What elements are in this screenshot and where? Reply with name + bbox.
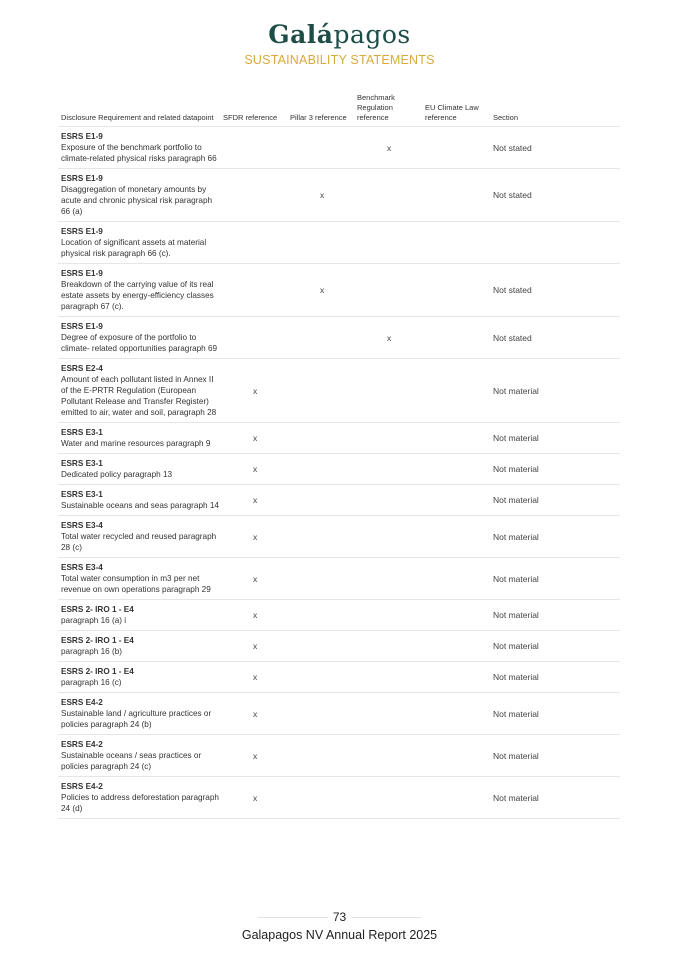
sfdr-mark: x xyxy=(253,433,258,443)
datapoint-text: Disaggregation of monetary amounts by acute and chronic physical risk paragraph 66 (a) xyxy=(61,185,213,216)
page-number: 73 xyxy=(332,910,347,924)
datapoint-text: Sustainable oceans and seas paragraph 14 xyxy=(61,501,219,510)
datapoint-cell xyxy=(58,666,221,688)
sfdr-mark: x xyxy=(253,385,258,396)
datapoint-text: Location of significant assets at material physical risk paragraph 66 (c). xyxy=(61,238,207,258)
table-row xyxy=(58,600,620,631)
benchmark-mark: x xyxy=(387,332,392,343)
datapoint-cell xyxy=(58,635,221,657)
datapoint-cell xyxy=(58,489,221,511)
datapoint-code: ESRS E1-9 xyxy=(61,174,103,183)
col-header-sfdr: SFDR reference xyxy=(223,113,278,122)
sfdr-mark: x xyxy=(253,573,258,584)
sfdr-mark: x xyxy=(253,464,258,474)
datapoint-code: ESRS E1-9 xyxy=(61,132,103,141)
datapoint-text: Policies to address deforestation paragraph 24 (d) xyxy=(61,793,219,813)
table-row xyxy=(58,631,620,662)
datapoint-text: Degree of exposure of the portfolio to climate- related opportunities paragraph 69 xyxy=(61,333,218,353)
datapoint-code: ESRS 2- IRO 1 - E4 xyxy=(61,667,134,676)
section-status: Not material xyxy=(493,641,539,651)
datapoint-cell xyxy=(58,458,221,480)
sfdr-mark: x xyxy=(253,750,258,761)
datapoint-cell xyxy=(58,363,221,418)
datapoint-code: ESRS E4-2 xyxy=(61,698,103,707)
datapoint-cell xyxy=(58,321,221,354)
datapoint-cell xyxy=(58,520,221,553)
sfdr-mark: x xyxy=(253,708,258,719)
datapoint-text: Total water recycled and reused paragraph 28 (c) xyxy=(61,532,217,552)
col-header-eu-climate: EU Climate Law reference xyxy=(425,103,479,122)
datapoint-text: Sustainable oceans / seas practices or policies paragraph 24 (c) xyxy=(61,751,202,771)
table-row xyxy=(58,359,620,423)
datapoint-text: Exposure of the benchmark portfolio to climate-related physical risks paragraph 66 xyxy=(61,143,217,163)
section-status: Not material xyxy=(493,573,539,584)
sfdr-mark: x xyxy=(253,531,258,542)
section-status: Not stated xyxy=(493,285,532,295)
table-body xyxy=(58,127,620,819)
table-row xyxy=(58,735,620,777)
datapoint-code: ESRS E3-1 xyxy=(61,459,103,468)
datapoint-cell xyxy=(58,739,221,772)
datapoint-text: paragraph 16 (c) xyxy=(61,678,122,687)
section-status: Not stated xyxy=(493,142,532,153)
datapoint-cell xyxy=(58,131,221,164)
datapoint-text: Breakdown of the carrying value of its real estate assets by energy-efficiency classes paragraph 67 (c). xyxy=(61,280,214,311)
table-header xyxy=(58,93,620,127)
datapoint-code: ESRS 2- IRO 1 - E4 xyxy=(61,605,134,614)
table-row xyxy=(58,169,620,222)
table-row xyxy=(58,693,620,735)
col-header-pillar3: Pillar 3 reference xyxy=(290,113,347,122)
benchmark-mark: x xyxy=(387,142,392,153)
table-row xyxy=(58,317,620,359)
table-row xyxy=(58,222,620,264)
datapoint-cell xyxy=(58,173,221,217)
pillar3-mark: x xyxy=(320,190,325,200)
datapoint-cell xyxy=(58,226,221,259)
col-header-benchmark: Benchmark Regulation reference xyxy=(357,93,395,122)
col-header-datapoint: Disclosure Requirement and related datapoint xyxy=(61,113,214,122)
datapoint-text: Water and marine resources paragraph 9 xyxy=(61,439,211,448)
table-row xyxy=(58,423,620,454)
section-status: Not material xyxy=(493,495,539,505)
datapoint-text: Total water consumption in m3 per net revenue on own operations paragraph 29 xyxy=(61,574,211,594)
sfdr-mark: x xyxy=(253,610,258,620)
section-status: Not material xyxy=(493,672,539,682)
datapoint-cell xyxy=(58,604,221,626)
sfdr-mark: x xyxy=(253,641,258,651)
datapoint-cell xyxy=(58,427,221,449)
datapoint-text: paragraph 16 (a) i xyxy=(61,616,127,625)
datapoint-text: Sustainable land / agriculture practices or policies paragraph 24 (b) xyxy=(61,709,212,729)
datapoint-cell xyxy=(58,562,221,595)
section-status: Not material xyxy=(493,610,539,620)
datapoint-cell xyxy=(58,268,221,312)
sfdr-mark: x xyxy=(253,792,258,803)
section-status: Not material xyxy=(493,531,539,542)
section-status: Not stated xyxy=(493,332,532,343)
datapoint-code: ESRS 2- IRO 1 - E4 xyxy=(61,636,134,645)
sfdr-mark: x xyxy=(253,672,258,682)
datapoint-cell xyxy=(58,697,221,730)
company-logo xyxy=(0,20,679,49)
logo-bold-text: Galá xyxy=(268,20,334,49)
datapoint-code: ESRS E1-9 xyxy=(61,227,103,236)
table-row xyxy=(58,516,620,558)
section-status: Not material xyxy=(493,708,539,719)
table-row xyxy=(58,662,620,693)
section-status: Not material xyxy=(493,385,539,396)
datapoint-code: ESRS E1-9 xyxy=(61,322,103,331)
report-title: Galapagos NV Annual Report 2025 xyxy=(241,928,438,942)
pillar3-mark: x xyxy=(320,285,325,295)
datapoint-text: Dedicated policy paragraph 13 xyxy=(61,470,173,479)
sfdr-mark: x xyxy=(253,495,258,505)
datapoint-text: Amount of each pollutant listed in Annex II of the E-PRTR Regulation (European Pollutant Release and Transfer Register) emitted to air, water and soil, paragraph 28 xyxy=(61,375,217,417)
datapoint-text: paragraph 16 (b) xyxy=(61,647,122,656)
table-row xyxy=(58,485,620,516)
disclosure-table xyxy=(58,93,620,819)
section-status: Not material xyxy=(493,433,539,443)
datapoint-code: ESRS E1-9 xyxy=(61,269,103,278)
datapoint-code: ESRS E2-4 xyxy=(61,364,103,373)
table-row xyxy=(58,127,620,169)
section-status: Not material xyxy=(493,792,539,803)
table-row xyxy=(58,264,620,317)
datapoint-code: ESRS E3-4 xyxy=(61,563,103,572)
col-header-section: Section xyxy=(493,113,519,122)
section-status: Not material xyxy=(493,750,539,761)
datapoint-code: ESRS E3-4 xyxy=(61,521,103,530)
section-status: Not stated xyxy=(493,190,532,200)
datapoint-code: ESRS E4-2 xyxy=(61,740,103,749)
logo-light-text: pagos xyxy=(333,20,411,49)
datapoint-cell xyxy=(58,781,221,814)
table-row xyxy=(58,558,620,600)
datapoint-code: ESRS E3-1 xyxy=(61,490,103,499)
table-row xyxy=(58,777,620,819)
datapoint-code: ESRS E3-1 xyxy=(61,428,103,437)
section-subtitle: SUSTAINABILITY STATEMENTS xyxy=(244,53,435,67)
datapoint-code: ESRS E4-2 xyxy=(61,782,103,791)
table-row xyxy=(58,454,620,485)
section-status: Not material xyxy=(493,464,539,474)
